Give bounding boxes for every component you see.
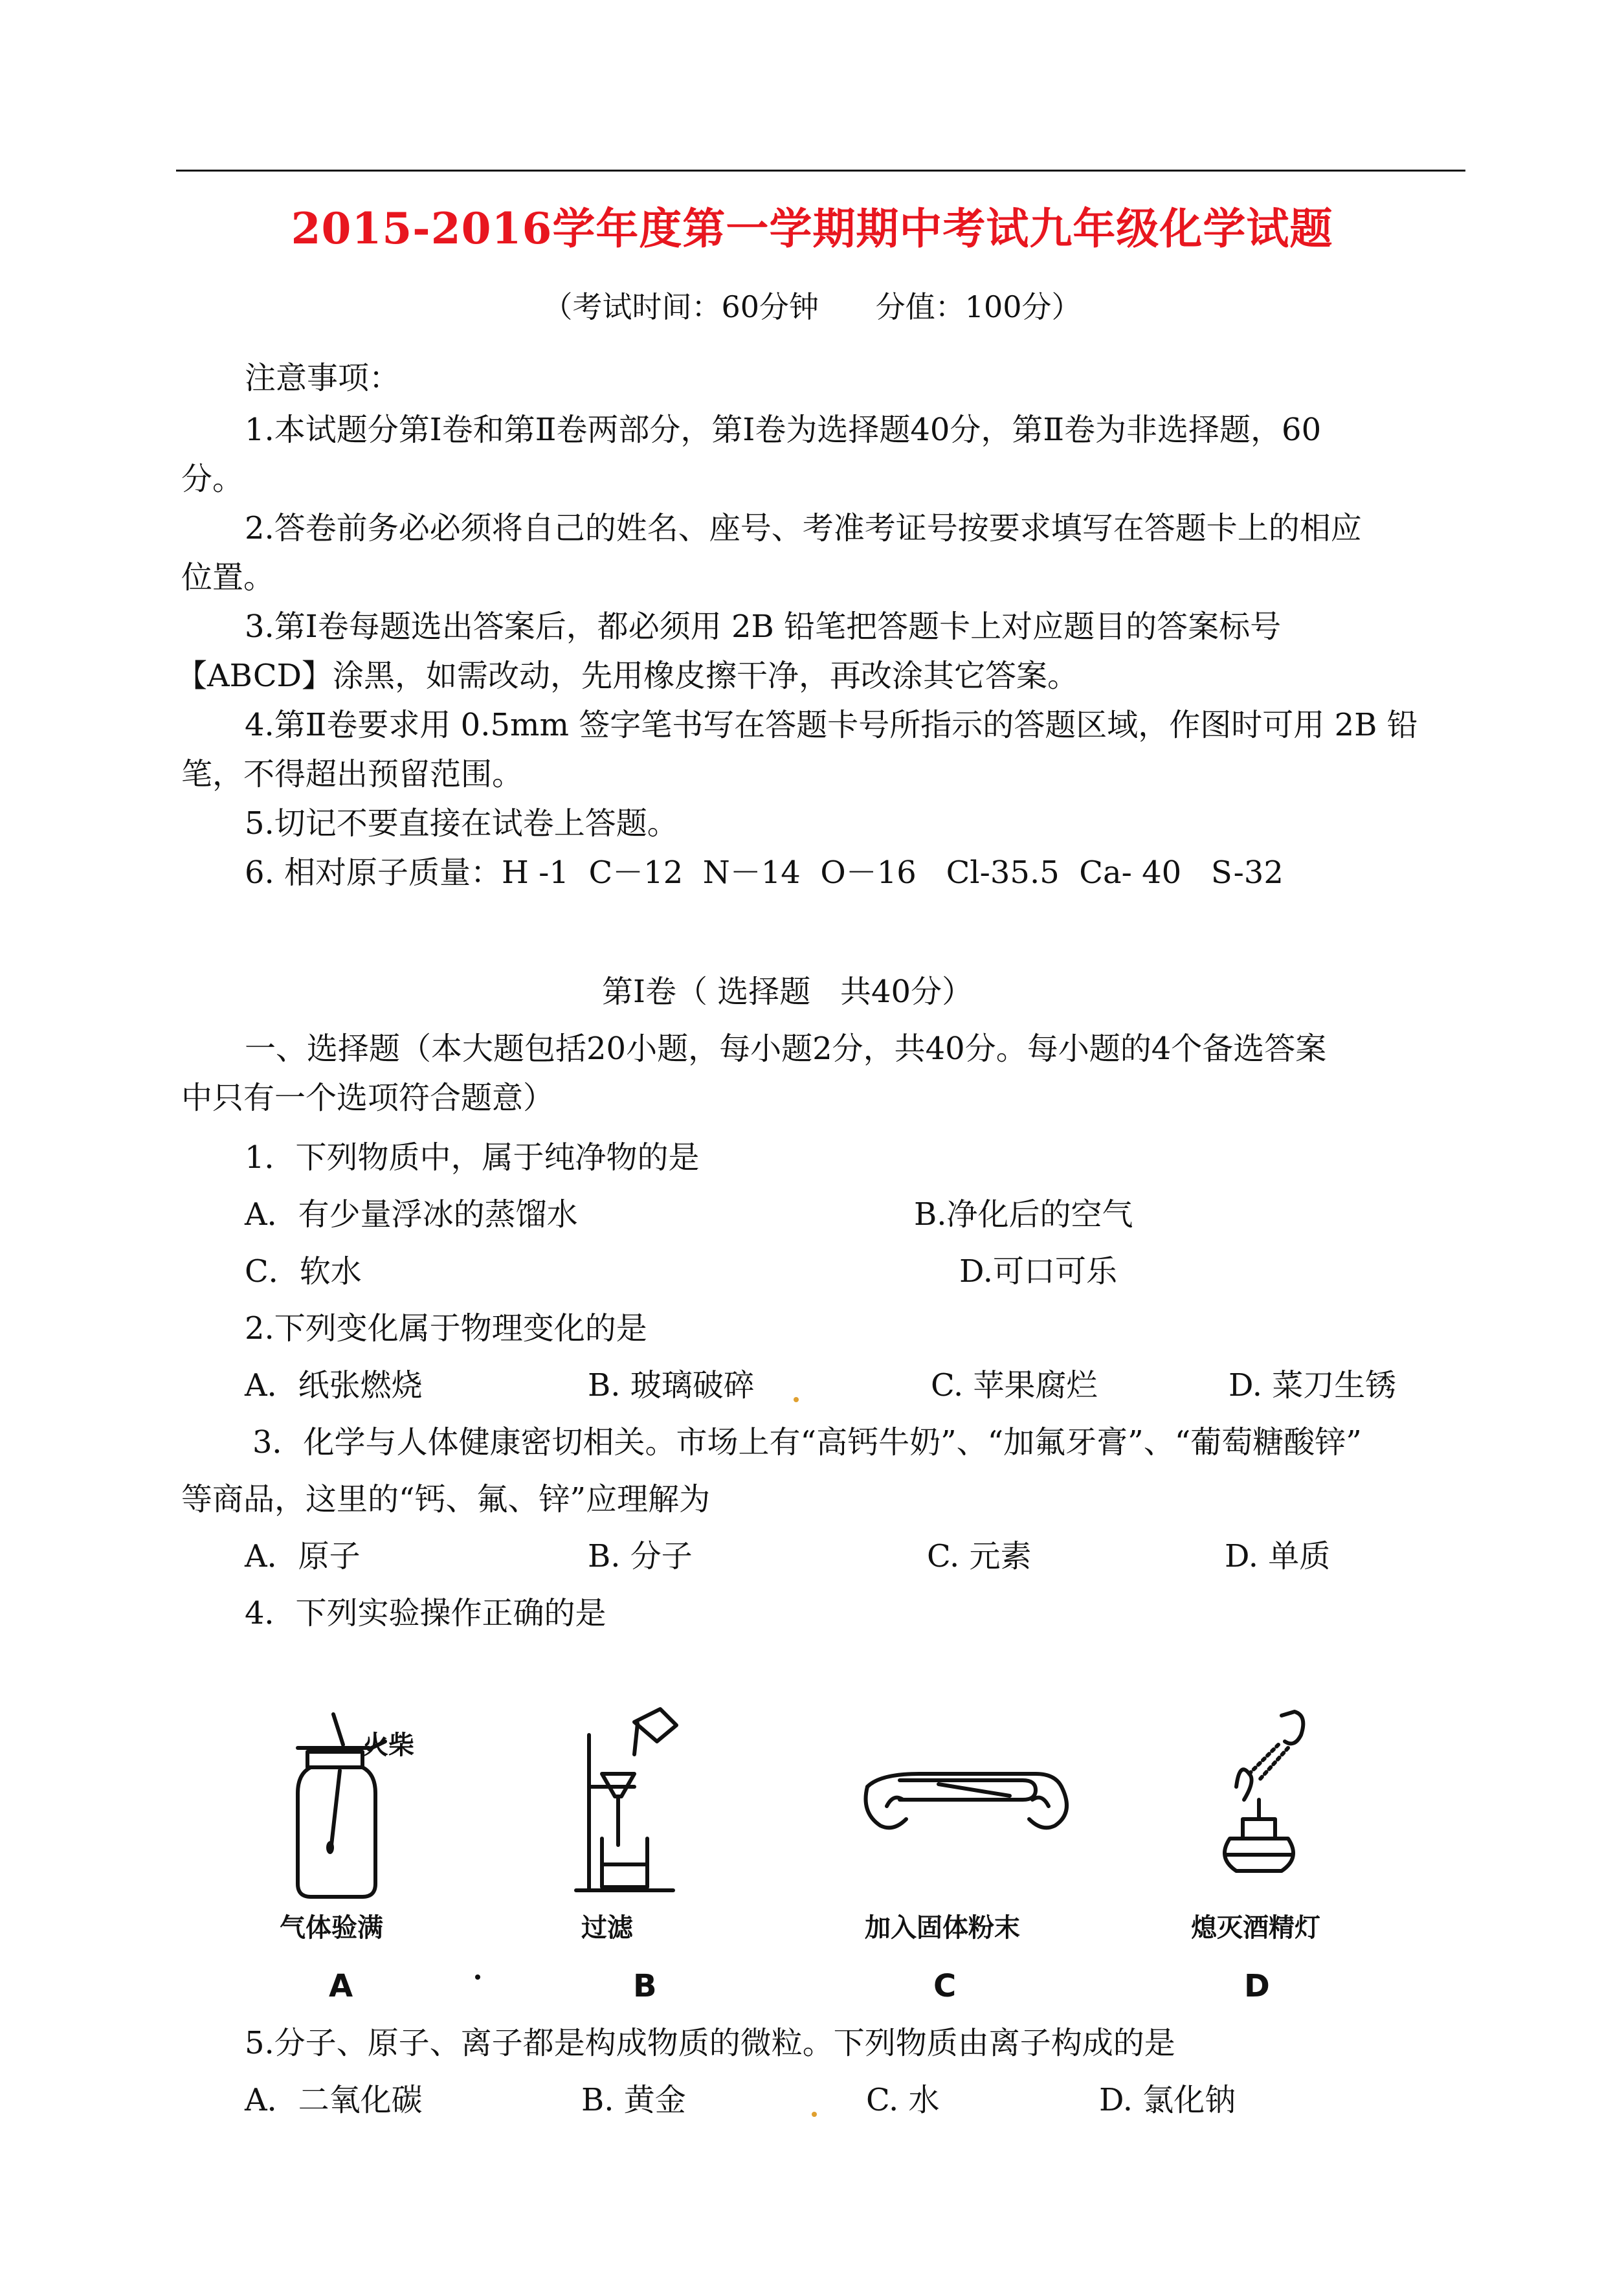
question-2-option-b: B. 玻璃破碎 <box>588 1367 755 1404</box>
question-1-option-d: D.可口可乐 <box>959 1253 1118 1290</box>
question-2-option-d: D. 菜刀生锈 <box>1229 1367 1397 1404</box>
figure-c-add-powder <box>841 1709 1100 2004</box>
question-3-option-a: A．原子 <box>245 1538 361 1574</box>
note-line: 笔，不得超出预留范围。 <box>181 756 524 792</box>
note-line: 6. 相对原子质量：H -1 C－12 N－14 O－16 Cl-35.5 Ca- 40 S-32 <box>245 855 1284 891</box>
question-1-option-c: C．软水 <box>245 1253 362 1290</box>
section-intro: 中只有一个选项符合题意） <box>181 1080 555 1116</box>
question-5-option-a: A．二氧化碳 <box>245 2082 423 2118</box>
question-5-stem: 5.分子、原子、离子都是构成物质的微粒。下列物质由离子构成的是 <box>245 2025 1175 2061</box>
question-1-option-a: A．有少量浮冰的蒸馏水 <box>245 1196 578 1233</box>
section-heading: 第Ⅰ卷（ 选择题 共40分） <box>602 974 973 1010</box>
figure-d-alcohol-lamp <box>1191 1709 1366 2004</box>
question-4-stem: 4．下列实验操作正确的是 <box>245 1595 606 1631</box>
note-line: 4.第Ⅱ卷要求用 0.5mm 签字笔书写在答题卡号所指示的答题区域，作图时可用 2B 铅 <box>245 707 1418 743</box>
question-5-option-d: D. 氯化钠 <box>1099 2082 1236 2118</box>
note-line: 2.答卷前务必必须将自己的姓名、座号、考准考证号按要求填写在答题卡上的相应 <box>245 510 1362 546</box>
question-5-option-b: B. 黄金 <box>581 2082 686 2118</box>
figure-c-caption: 加入固体粉末 <box>865 1913 1020 1943</box>
question-3-option-b: B. 分子 <box>588 1538 693 1574</box>
stray-dot <box>475 1974 480 1980</box>
question-3-stem-cont: 等商品，这里的“钙、氟、锌”应理解为 <box>181 1481 711 1517</box>
exam-info: （考试时间：60分钟 分值：100分） <box>542 289 1082 324</box>
question-5-option-c: C. 水 <box>866 2082 940 2118</box>
note-line: 位置。 <box>181 559 275 596</box>
notes-heading: 注意事项： <box>245 360 401 396</box>
question-2-option-a: A．纸张燃烧 <box>245 1367 423 1404</box>
question-1-option-b: B.净化后的空气 <box>914 1196 1133 1233</box>
stray-dot <box>812 2112 817 2117</box>
question-3-option-c: C. 元素 <box>927 1538 1032 1574</box>
page-title: 2015-2016学年度第一学期期中考试九年级化学试题 <box>291 203 1333 254</box>
section-intro: 一、选择题（本大题包括20小题，每小题2分，共40分。每小题的4个备选答案 <box>245 1031 1327 1067</box>
question-3-stem: 3．化学与人体健康密切相关。市场上有“高钙牛奶”、“加氟牙膏”、“葡萄糖酸锌” <box>252 1424 1362 1460</box>
figure-d-letter: D <box>1244 1968 1270 2004</box>
note-line: 5.切记不要直接在试卷上答题。 <box>245 805 678 842</box>
question-2-stem: 2.下列变化属于物理变化的是 <box>245 1310 647 1347</box>
question-3-option-d: D. 单质 <box>1225 1538 1331 1574</box>
figure-c-letter: C <box>933 1968 957 2004</box>
figure-a-gas-check <box>272 1709 440 2004</box>
figure-b-caption: 过滤 <box>581 1913 633 1943</box>
figure-b-filtration <box>563 1709 718 2004</box>
figure-a-caption: 气体验满 <box>280 1913 383 1943</box>
note-line: 3.第Ⅰ卷每题选出答案后，都必须用 2B 铅笔把答题卡上对应题目的答案标号 <box>245 609 1282 645</box>
figure-b-letter: B <box>633 1968 657 2004</box>
top-rule <box>176 170 1465 172</box>
note-line: 【ABCD】涂黑，如需改动，先用橡皮擦干净，再改涂其它答案。 <box>176 658 1079 694</box>
figure-a-letter: A <box>329 1968 353 2004</box>
figure-d-caption: 熄灭酒精灯 <box>1191 1913 1320 1943</box>
note-line: 分。 <box>181 461 244 497</box>
question-2-option-c: C. 苹果腐烂 <box>931 1367 1098 1404</box>
figure-a-label-match: 火柴 <box>362 1730 414 1760</box>
stray-dot <box>794 1397 799 1402</box>
question-1-stem: 1．下列物质中，属于纯净物的是 <box>245 1139 700 1176</box>
note-line: 1.本试题分第Ⅰ卷和第Ⅱ卷两部分，第Ⅰ卷为选择题40分，第Ⅱ卷为非选择题，60 <box>245 412 1322 448</box>
